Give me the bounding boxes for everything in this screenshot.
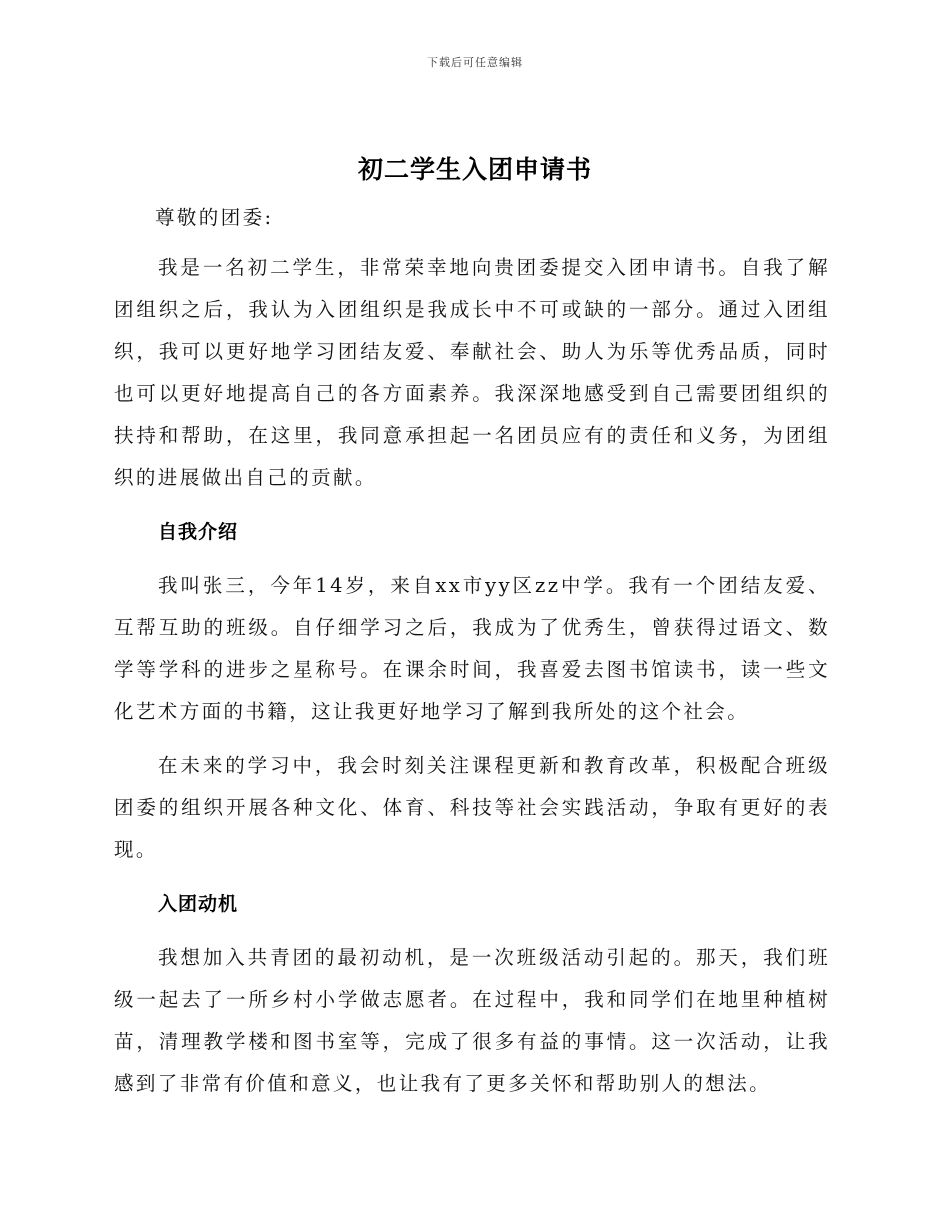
heading-motivation: 入团动机	[158, 893, 239, 915]
paragraph-self-intro-2: 在未来的学习中，我会时刻关注课程更新和教育改革，积极配合班级团委的组织开展各种文化、体育、科技等社会实践活动，争取有更好的表现。	[114, 754, 830, 861]
heading-self-intro: 自我介绍	[158, 521, 239, 543]
header-note: 下载后可任意编辑	[427, 56, 523, 69]
document-body	[114, 197, 830, 1117]
salutation: 尊敬的团委:	[155, 206, 274, 229]
document-title: 初二学生入团申请书	[357, 155, 592, 184]
paragraph-self-intro-1: 我叫张三，今年14岁，来自xx市yy区zz中学。我有一个团结友爱、互帮互助的班级。自仔细学习之后，我成为了优秀生，曾获得过语文、数学等学科的进步之星称号。在课余时间，我喜爱去图书馆读书，读一些文化艺术方面的书籍，这让我更好地学习了解到我所处的这个社会。	[114, 574, 830, 723]
paragraph-intro: 我是一名初二学生，非常荣幸地向贵团委提交入团申请书。自我了解团组织之后，我认为入团组织是我成长中不可或缺的一部分。通过入团组织，我可以更好地学习团结友爱、奉献社会、助人为乐等优秀品质，同时也可以更好地提高自己的各方面素养。我深深地感受到自己需要团组织的扶持和帮助，在这里，我同意承担起一名团员应有的责任和义务，为团组织的进展做出自己的贡献。	[114, 256, 830, 489]
paragraph-motivation-1: 我想加入共青团的最初动机，是一次班级活动引起的。那天，我们班级一起去了一所乡村小学做志愿者。在过程中，我和同学们在地里种植树苗，清理教学楼和图书室等，完成了很多有益的事情。这一次活动，让我感到了非常有价值和意义，也让我有了更多关怀和帮助别人的想法。	[114, 946, 830, 1095]
